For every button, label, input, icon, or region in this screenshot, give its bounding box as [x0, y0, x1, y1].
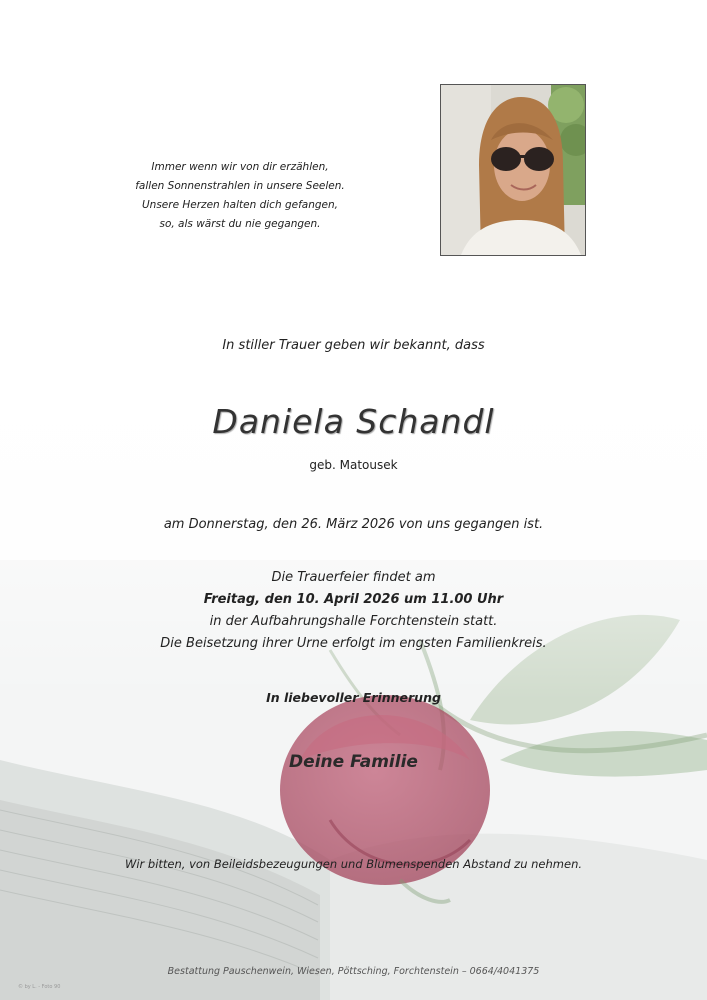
- ceremony-date: Freitag, den 10. April 2026 um 11.00 Uhr: [203, 592, 504, 607]
- maiden-name: geb. Matousek: [309, 458, 398, 472]
- poem: [130, 158, 350, 234]
- portrait-photo: [440, 84, 586, 256]
- date-of-death: am Donnerstag, den 26. März 2026 von uns gegangen ist.: [163, 517, 544, 532]
- poem-line: Immer wenn wir von dir erzählen,: [151, 161, 329, 173]
- ceremony-location: in der Aufbahrungshalle Forchtenstein statt.: [209, 614, 498, 629]
- announcement-intro: In stiller Trauer geben wir bekannt, dass: [222, 338, 485, 353]
- poem-line: so, als wärst du nie gegangen.: [159, 218, 321, 230]
- family-signature: Deine Familie: [289, 752, 418, 772]
- deceased-name: Daniela Schandl: [212, 402, 495, 441]
- poem-line: fallen Sonnenstrahlen in unsere Seelen.: [135, 180, 345, 192]
- condolence-request: Wir bitten, von Beileidsbezeugungen und Blumenspenden Abstand zu nehmen.: [124, 857, 583, 871]
- ceremony-line: Die Trauerfeier findet am: [271, 570, 436, 585]
- poem-line: Unsere Herzen halten dich gefangen,: [142, 199, 338, 211]
- undertaker-footer: Bestattung Pauschenwein, Wiesen, Pöttsching, Forchtenstein – 0664/4041375: [167, 966, 540, 977]
- remembrance-line: In liebevoller Erinnerung: [266, 690, 441, 705]
- ceremony-details: [0, 567, 707, 655]
- burial-note: Die Beisetzung ihrer Urne erfolgt im engsten Familienkreis.: [160, 636, 547, 651]
- copyright-note: © by L. - Foto 90: [18, 984, 61, 990]
